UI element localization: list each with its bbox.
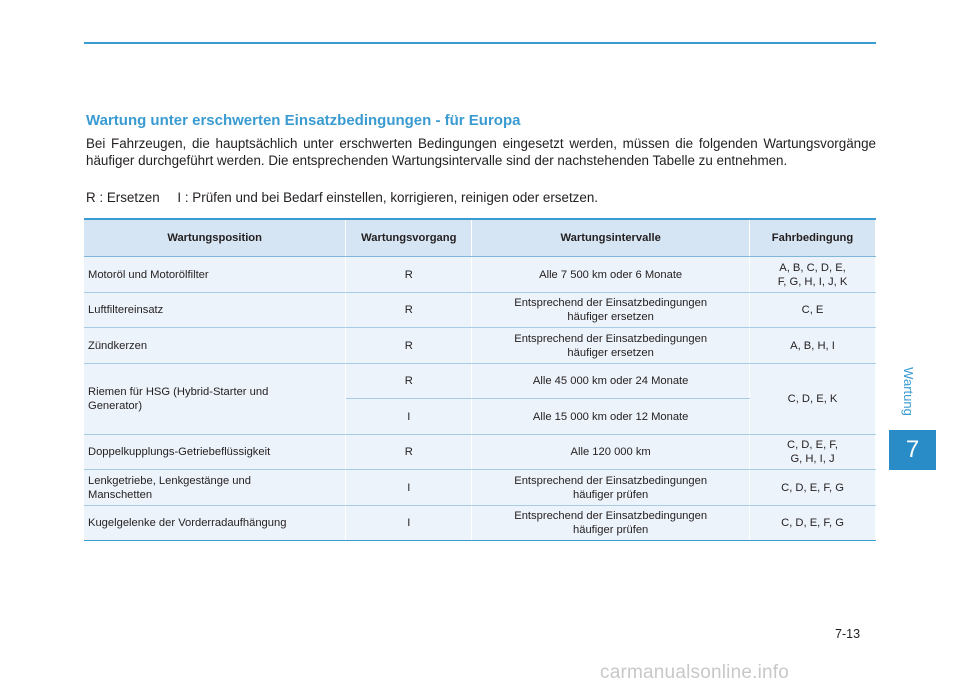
section-title: Wartung unter erschwerten Einsatzbedingungen - für Europa [86, 112, 521, 129]
cell-operation: I [346, 399, 472, 435]
watermark: carmanualsonline.info [600, 662, 790, 683]
cell-interval-line: Entsprechend der Einsatzbedingungen [514, 474, 708, 487]
table-row [84, 257, 876, 293]
chapter-tab[interactable]: 7 [889, 430, 936, 470]
table-row [84, 293, 876, 328]
cell-interval: Alle 45 000 km oder 24 Monate [472, 364, 750, 399]
header-wartungsvorgang: Wartungsvorgang [346, 219, 472, 257]
cell-operation: I [346, 470, 472, 506]
cell-interval-line: häufiger prüfen [573, 488, 649, 501]
cell-operation: R [346, 364, 472, 399]
cell-position-line: Manschetten [88, 488, 153, 501]
cell-condition-line: F, G, H, I, J, K [777, 275, 848, 288]
cell-interval: Alle 120 000 km [472, 435, 750, 470]
cell-operation: R [346, 328, 472, 364]
cell-operation: R [346, 257, 472, 293]
table-row [84, 435, 876, 470]
cell-condition: A, B, H, I [750, 328, 876, 364]
cell-position: Motoröl und Motorölfilter [84, 257, 346, 293]
top-rule [84, 42, 876, 44]
cell-interval [472, 328, 750, 364]
cell-interval [472, 506, 750, 541]
cell-interval-line: Alle 7 500 km oder 6 Monate [539, 268, 683, 281]
cell-position [84, 470, 346, 506]
cell-condition [750, 257, 876, 293]
cell-operation: R [346, 293, 472, 328]
table-row [84, 506, 876, 541]
cell-interval [472, 293, 750, 328]
cell-condition: C, D, E, K [750, 364, 876, 435]
cell-operation: R [346, 435, 472, 470]
cell-position [84, 364, 346, 435]
cell-condition: C, E [750, 293, 876, 328]
intro-paragraph: Bei Fahrzeugen, die hauptsächlich unter erschwerten Bedingungen eingesetzt werden, müssen die folgenden Wartungsvorgänge häufiger durchgeführt werden. Die entsprechenden Wartungsintervalle sind der nachstehenden Tabelle zu entnehmen. [86, 136, 876, 168]
side-tab-label [898, 368, 922, 418]
legend [86, 190, 612, 205]
cell-interval: Alle 15 000 km oder 12 Monate [472, 399, 750, 435]
cell-condition-line: C, D, E, F, [787, 439, 838, 451]
cell-condition-line: G, H, I, J [790, 453, 835, 465]
cell-position: Zündkerzen [84, 328, 346, 364]
cell-interval-line: Entsprechend der Einsatzbedingungen [514, 297, 708, 309]
cell-interval-line: häufiger ersetzen [567, 311, 654, 323]
cell-position-line: Lenkgetriebe, Lenkgestänge und [88, 474, 251, 487]
legend-i: I : Prüfen und bei Bedarf einstellen, korrigieren, reinigen oder ersetzen. [177, 190, 598, 205]
side-tab-label-text: Wartung [900, 367, 916, 416]
cell-condition-line: A, B, C, D, E, [779, 261, 846, 274]
cell-position: Doppelkupplungs-Getriebeflüssigkeit [84, 435, 346, 470]
cell-interval-line: Entsprechend der Einsatzbedingungen [514, 332, 708, 345]
page-number: 7-13 [835, 627, 861, 641]
cell-operation: I [346, 506, 472, 541]
cell-condition: C, D, E, F, G [750, 470, 876, 506]
cell-position: Luftfiltereinsatz [84, 293, 346, 328]
maintenance-table [84, 218, 876, 541]
cell-condition: C, D, E, F, G [750, 506, 876, 541]
table-row [84, 364, 876, 399]
cell-position: Kugelgelenke der Vorderradaufhängung [84, 506, 346, 541]
header-wartungsintervalle: Wartungsintervalle [472, 219, 750, 257]
cell-position-line: Generator) [88, 400, 143, 412]
cell-interval-line: Entsprechend der Einsatzbedingungen [514, 510, 708, 522]
table-row [84, 328, 876, 364]
cell-interval [472, 470, 750, 506]
table-row [84, 470, 876, 506]
cell-interval-line: häufiger ersetzen [567, 346, 654, 359]
cell-interval-line: häufiger prüfen [573, 524, 649, 536]
cell-interval [472, 257, 750, 293]
legend-r: R : Ersetzen [86, 190, 160, 205]
cell-position-line: Riemen für HSG (Hybrid-Starter und [88, 386, 269, 398]
cell-condition [750, 435, 876, 470]
table-header-row [84, 219, 876, 257]
header-fahrbedingung: Fahrbedingung [750, 219, 876, 257]
header-wartungsposition: Wartungsposition [84, 219, 346, 257]
